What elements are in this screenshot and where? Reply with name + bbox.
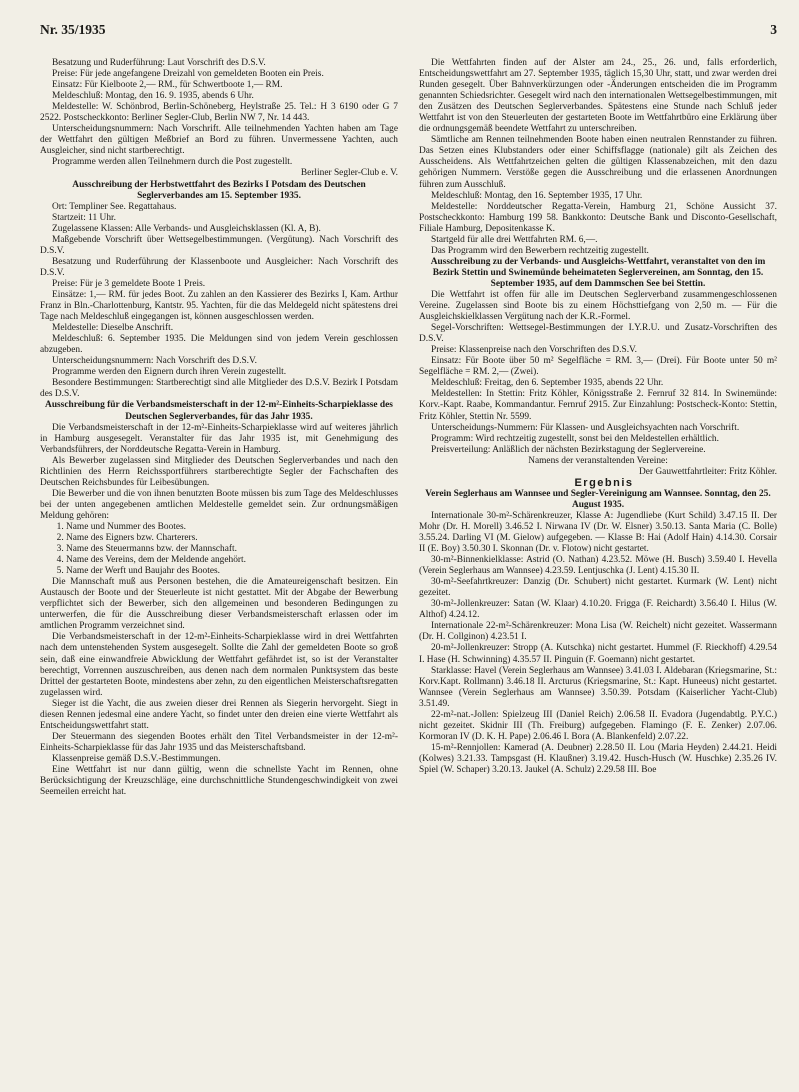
list-item: 2. Name des Eigners bzw. Charterers.: [66, 533, 398, 544]
paragraph: 22-m²-nat.-Jollen: Spielzeug III (Daniel Reich) 2.06.58 II. Evadora (Jugendabtlg. P.Y.C.) nicht gezeitet. Skidnir III (Th. Freiburg) aufgegeben. Flamingo (F. E. Zenker) 2.07.06. Kormoran IV (D. K. H. Pape) 2.06.46 I. Bora (A. Blankenfeld) 2.07.22.: [419, 709, 777, 742]
paragraph: 20-m²-Jollenkreuzer: Stropp (A. Kutschka) nicht gestartet. Hummel (F. Rieckhoff) 4.29.54 I. Hase (H. Schwinning) 4.35.57 II. Pinguin (F. Goemann) nicht gestartet.: [419, 643, 777, 665]
paragraph: Die Wettfahrten finden auf der Alster am 24., 25., 26. und, falls erforderlich, Entscheidungswettfahrt am 27. September 1935, täglich 15,30 Uhr, statt, und zwar werden drei Runden gesegelt. Über Bahnverkürzungen oder -Änderungen entscheiden die im Programm genannten Schiedsrichter. Gesegelt wird nach den internationalen Wettsegelbestimmungen, mit den Zusätzen des Deutschen Seglerverbandes. Spätestens eine Stunde nach Schluß jeder Wettfahrt ist von den Steuerleuten der gestarteten Boote im Wettfahrtbüro eine Erklärung über die ordnungsgemäß beendete Wettfahrt zu unterschreiben.: [419, 58, 777, 135]
paragraph: Eine Wettfahrt ist nur dann gültig, wenn die schnellste Yacht im Rennen, ohne Berücksichtigung der Kreuzschläge, eine durchschnittliche Stundengeschwindigkeit von zwei Seemeilen erreicht hat.: [40, 765, 398, 798]
paragraph: Maßgebende Vorschrift über Wettsegelbestimmungen. (Vergütung). Nach Vorschrift des D.S.V.: [40, 234, 398, 256]
paragraph: Besatzung und Ruderführung der Klassenboote und Ausgleicher: Nach Vorschrift des D.S.V.: [40, 256, 398, 278]
paragraph: Einsatz: Für Kielboote 2,— RM., für Schwertboote 1,— RM.: [52, 80, 283, 91]
centered-line: Namens der veranstaltenden Vereine:: [528, 455, 668, 466]
page-header: [40, 22, 777, 50]
signature-line: Der Gauwettfahrtleiter: Fritz Köhler.: [639, 466, 777, 477]
paragraph: Der Steuermann des siegenden Bootes erhält den Titel Verbandsmeister in der 12-m²-Einheits-Scharpieklasse für das Jahr 1935 und das Meisterschaftsband.: [40, 731, 398, 753]
paragraph: 30-m²-Seefahrtkreuzer: Danzig (Dr. Schubert) nicht gestartet. Kurmark (W. Lent) nicht gezeitet.: [419, 577, 777, 599]
paragraph: Sämtliche am Rennen teilnehmenden Boote haben einen neutralen Rennstander zu führen. Das Setzen eines Klubstanders oder einer Schiffsflagge (nationale) gilt als Zeichen des Ausscheidens. Als Wettfahrtzeichen gelten die gültigen Klassenabzeichen, mit den dazu gehörigen Nummern. Verstöße gegen die Ausschreibung und die erlassenen Anordnungen führen zum Ausschluß.: [419, 135, 777, 190]
paragraph: Internationale 30-m²-Schärenkreuzer, Klasse A: Jugendliebe (Kurt Schild) 3.47.15 II. Der Mohr (Dr. H. Morell) 3.46.52 I. Nirwana IV (Dr. W. Elsner) 3.50.13. Santa Maria (C. Bolle) 3.55.24. Darling VI (M. Gielow) aufgegeben. — Klasse B: Hai (Adolf Hain) 4.14.30. Corsair II (E. Boy) 3.50.30 I. Skonnan (Dr. v. Flotow) nicht gestartet.: [419, 510, 777, 555]
paragraph: Preisverteilung: Anläßlich der nächsten Bezirkstagung der Seglervereine.: [431, 444, 706, 455]
paragraph: Besondere Bestimmungen: Startberechtigt sind alle Mitglieder des D.S.V. Bezirk I Potsdam des D.S.V.: [40, 378, 398, 400]
paragraph: Besatzung und Ruderführung: Laut Vorschrift des D.S.V.: [52, 58, 266, 68]
paragraph: Die Bewerber und die von ihnen benutzten Boote müssen bis zum Tage des Meldeschlusses bei der unten angegebenen amtlichen Meldestelle gemeldet sein. Zur ordnungsmäßigen Meldung gehören:: [40, 488, 398, 521]
article-columns: [40, 58, 777, 798]
paragraph: Zugelassene Klassen: Alle Verbands- und Ausgleichsklassen (Kl. A, B).: [52, 223, 321, 234]
paragraph: Das Programm wird den Bewerbern rechtzeitig zugestellt.: [431, 245, 649, 256]
paragraph: Preise: Klassenpreise nach den Vorschriften des D.S.V.: [431, 345, 637, 356]
paragraph: Unterscheidungsnummern: Nach Vorschrift. Alle teilnehmenden Yachten haben am Tage der Wettfahrt den gültigen Meßbrief an Bord zu führen. Unvermessene Yachten, auch Ausgleicher, sind nicht startberechtigt.: [40, 124, 398, 157]
paragraph: Sieger ist die Yacht, die aus zweien dieser drei Rennen als Siegerin hervorgeht. Siegt in diesen Rennen jedesmal eine andere Yacht, so findet unter den dreien eine vierte Wettfahrt als Entscheidungswettfahrt statt.: [40, 698, 398, 731]
paragraph: Segel-Vorschriften: Wettsegel-Bestimmungen der I.Y.R.U. und Zusatz-Vorschriften des D.S.V.: [419, 323, 777, 345]
paragraph: Die Verbandsmeisterschaft in der 12-m²-Einheits-Scharpieklasse wird auf weiteres jährlich in Hamburg ausgesegelt. Veranstalter für das Jahr 1935 ist, mit Genehmigung des Verbandsführers, der Norddeutsche Regatta-Verein in Hamburg.: [40, 422, 398, 455]
signature-line: Berliner Segler-Club e. V.: [300, 168, 398, 179]
paragraph: Meldestellen: In Stettin: Fritz Köhler, Königsstraße 2. Fernruf 32 814. In Swinemünde: Korv.-Kapt. Raabe, Kommandantur. Fernruf 2915. Zur Einzahlung: Postscheck-Konto: Stettin, Fritz Köhler, Stettin Nr. 5599.: [419, 389, 777, 422]
paragraph: Meldestelle: Dieselbe Anschrift.: [52, 323, 174, 334]
paragraph: Meldeschluß: Freitag, den 6. September 1935, abends 22 Uhr.: [431, 378, 664, 389]
list-item: 5. Name der Werft und Baujahr des Bootes.: [66, 566, 398, 577]
paragraph: Programm: Wird rechtzeitig zugestellt, sonst bei den Meldestellen erhältlich.: [431, 433, 719, 444]
paragraph: Programme werden allen Teilnehmern durch die Post zugestellt.: [52, 157, 293, 168]
list-item: 1. Name und Nummer des Bootes.: [66, 522, 398, 533]
list-item: 3. Name des Steuermanns bzw. der Mannschaft.: [66, 544, 398, 555]
paragraph: Klassenpreise gemäß D.S.V.-Bestimmungen.: [52, 753, 221, 764]
list-item: 4. Name des Vereins, dem der Meldende angehört.: [66, 555, 398, 566]
paragraph: Unterscheidungs-Nummern: Für Klassen- und Ausgleichsyachten nach Vorschrift.: [431, 422, 740, 433]
paragraph: Meldestelle: W. Schönbrod, Berlin-Schöneberg, Heylstraße 25. Tel.: H 3 6190 oder G 7 2522. Postscheckkonto: Berliner Segler-Club, Berlin NW 7, Nr. 14 443.: [40, 102, 398, 124]
results-heading: Ergebnis: [574, 476, 634, 489]
paragraph: Meldestelle: Norddeutscher Regatta-Verein, Hamburg 21, Schöne Aussicht 37. Postscheckkonto: Hamburg 199 58. Bankkonto: Deutsche Bank und Disconto-Gesellschaft, Filiale Hamburg, Depositenkasse K.: [419, 201, 777, 234]
paragraph: Die Wettfahrt ist offen für alle im Deutschen Seglerverband zusammengeschlossenen Vereine. Zugelassen sind Boote bis zu einem Höchsttiefgang von 2,50 m. — Für die Ausgleichskielklassen Vergütung nach der K.R.-Formel.: [419, 289, 777, 323]
paragraph: Einsätze: 1,— RM. für jedes Boot. Zu zahlen an den Kassierer des Bezirks I, Kam. Arthur Franz in Bln.-Charlottenburg, Kantstr. 95. Yachten, für die das Meldegeld nicht spätestens drei Tage nach Meldeschluß eingegangen ist, können ausgeschlossen werden.: [40, 289, 398, 323]
issue-number: Nr. 35/1935: [40, 22, 106, 37]
paragraph: Meldeschluß: Montag, den 16. 9. 1935, abends 6 Uhr.: [52, 91, 254, 102]
paragraph: 30-m²-Jollenkreuzer: Satan (W. Klaar) 4.10.20. Frigga (F. Reichardt) 3.56.40 I. Hilus (W. Althof) 4.24.12.: [419, 599, 777, 621]
paragraph: Preise: Für je 3 gemeldete Boote 1 Preis.: [52, 278, 206, 289]
paragraph: Ort: Templiner See. Regattahaus.: [52, 201, 177, 212]
paragraph: Unterscheidungsnummern: Nach Vorschrift des D.S.V.: [52, 356, 257, 367]
paragraph: 30-m²-Binnenkielklasse: Astrid (O. Nathan) 4.23.52. Möwe (H. Busch) 3.59.40 I. Hevella (Verein Seglerhaus am Wannsee) 4.23.59. Lentjuschka (J. Lent) 4.15.30 II.: [419, 555, 777, 577]
section-heading: Ausschreibung zu der Verbands- und Ausgleichs-Wettfahrt, veranstaltet von den im Bezirk Stettin und Swinemünde beheimateten Seglervereinen, am Sonntag, den 15. September 1935, auf dem Dammschen See bei Stettin.: [430, 256, 766, 289]
section-heading: Ausschreibung für die Verbandsmeisterschaft in der 12-m²-Einheits-Scharpieklasse des Deutschen Seglerverbandes, für das Jahr 1935.: [45, 400, 393, 422]
section-heading: Ausschreibung der Herbstwettfahrt des Bezirks I Potsdam des Deutschen Seglerverbandes am 15. September 1935.: [72, 179, 366, 201]
left-column: [40, 58, 398, 798]
paragraph: Die Mannschaft muß aus Personen bestehen, die die Amateureigenschaft besitzen. Ein Austausch der Boote und der Steuerleute ist nicht gestattet. Mit der Abgabe der Bewerbung verpflichtet sich der Bewerber, sich den allgemeinen und besonderen Bedingungen zu unterwerfen, die für die Ausschreibung dieser Verbandsmeisterschaft erlassen oder im amtlichen Programm verzeichnet sind.: [40, 577, 398, 632]
paragraph: Die Verbandsmeisterschaft in der 12-m²-Einheits-Scharpieklasse wird in drei Wettfahrten nach dem untenstehenden System ausgesegelt. Sollte die Zahl der gemeldeten Boote so groß sein, daß eine einwandfreie Abwicklung der Wettfahrt gefährdet ist, so ist der Veranstalter berechtigt, Vorrennen auszuschreiben, aus denen nach dem normalen Punktsystem das beste Drittel der gestarteten Boote, mindestens aber zehn, zu den eigentlichen Meisterschaftsregatten zugelassen wird.: [40, 632, 398, 698]
requirements-list: [40, 522, 398, 577]
paragraph: Programme werden den Eignern durch ihren Verein zugestellt.: [52, 367, 287, 378]
paragraph: Startgeld für alle drei Wettfahrten RM. 6,—.: [431, 234, 598, 245]
paragraph: Meldeschluß: Montag, den 16. September 1935, 17 Uhr.: [431, 190, 643, 201]
paragraph: Einsatz: Für Boote über 50 m² Segelfläche = RM. 3,— (Drei). Für Boote unter 50 m² Segelfläche = RM. 2,— (Zwei).: [419, 356, 777, 378]
section-heading: Verein Seglerhaus am Wannsee und Segler-Vereinigung am Wannsee. Sonntag, den 25. August 1935.: [425, 488, 771, 510]
paragraph: 15-m²-Rennjollen: Kamerad (A. Deubner) 2.28.50 II. Lou (Maria Heyden) 2.44.21. Heidi (Kolwes) 3.21.33. Tampsgast (H. Klaußner) 3.19.42. Husch-Husch (W. Huschke) 2.35.26 IV. Spiel (W. Schaper) 3.20.13. Jaukel (A. Schulz) 2.29.58 III. Boe: [419, 742, 777, 775]
page-number: 3: [770, 22, 777, 37]
paragraph: Preise: Für jede angefangene Dreizahl von gemeldeten Booten ein Preis.: [52, 69, 324, 80]
paragraph: Meldeschluß: 6. September 1935. Die Meldungen sind von jedem Verein geschlossen abzugeben.: [40, 334, 398, 356]
right-column: [419, 58, 777, 798]
paragraph: Starklasse: Havel (Verein Seglerhaus am Wannsee) 3.41.03 I. Aldebaran (Kriegsmarine, St.: Korv.Kapt. Rollmann) 3.46.18 II. Arcturus (Kriegsmarine, St.: Kapt. Huneeus) nicht gestartet. Wannsee (Verein Seglerhaus am Wannsee) 3.50.39. Potsdam (Kaiserlicher Yacht-Club) 3.51.49.: [419, 665, 777, 709]
paragraph: Startzeit: 11 Uhr.: [52, 212, 116, 223]
paragraph: Internationale 22-m²-Schärenkreuzer: Mona Lisa (W. Reichelt) nicht gezeitet. Wassermann (Dr. H. Collginon) 4.23.51 I.: [419, 621, 777, 643]
paragraph: Als Bewerber zugelassen sind Mitglieder des Deutschen Seglerverbandes und nach den Richtlinien des Herrn Reichssportführers startberechtigte Segler der Fachschaften des Deutschen Reichsbundes für Leibesübungen.: [40, 455, 398, 488]
